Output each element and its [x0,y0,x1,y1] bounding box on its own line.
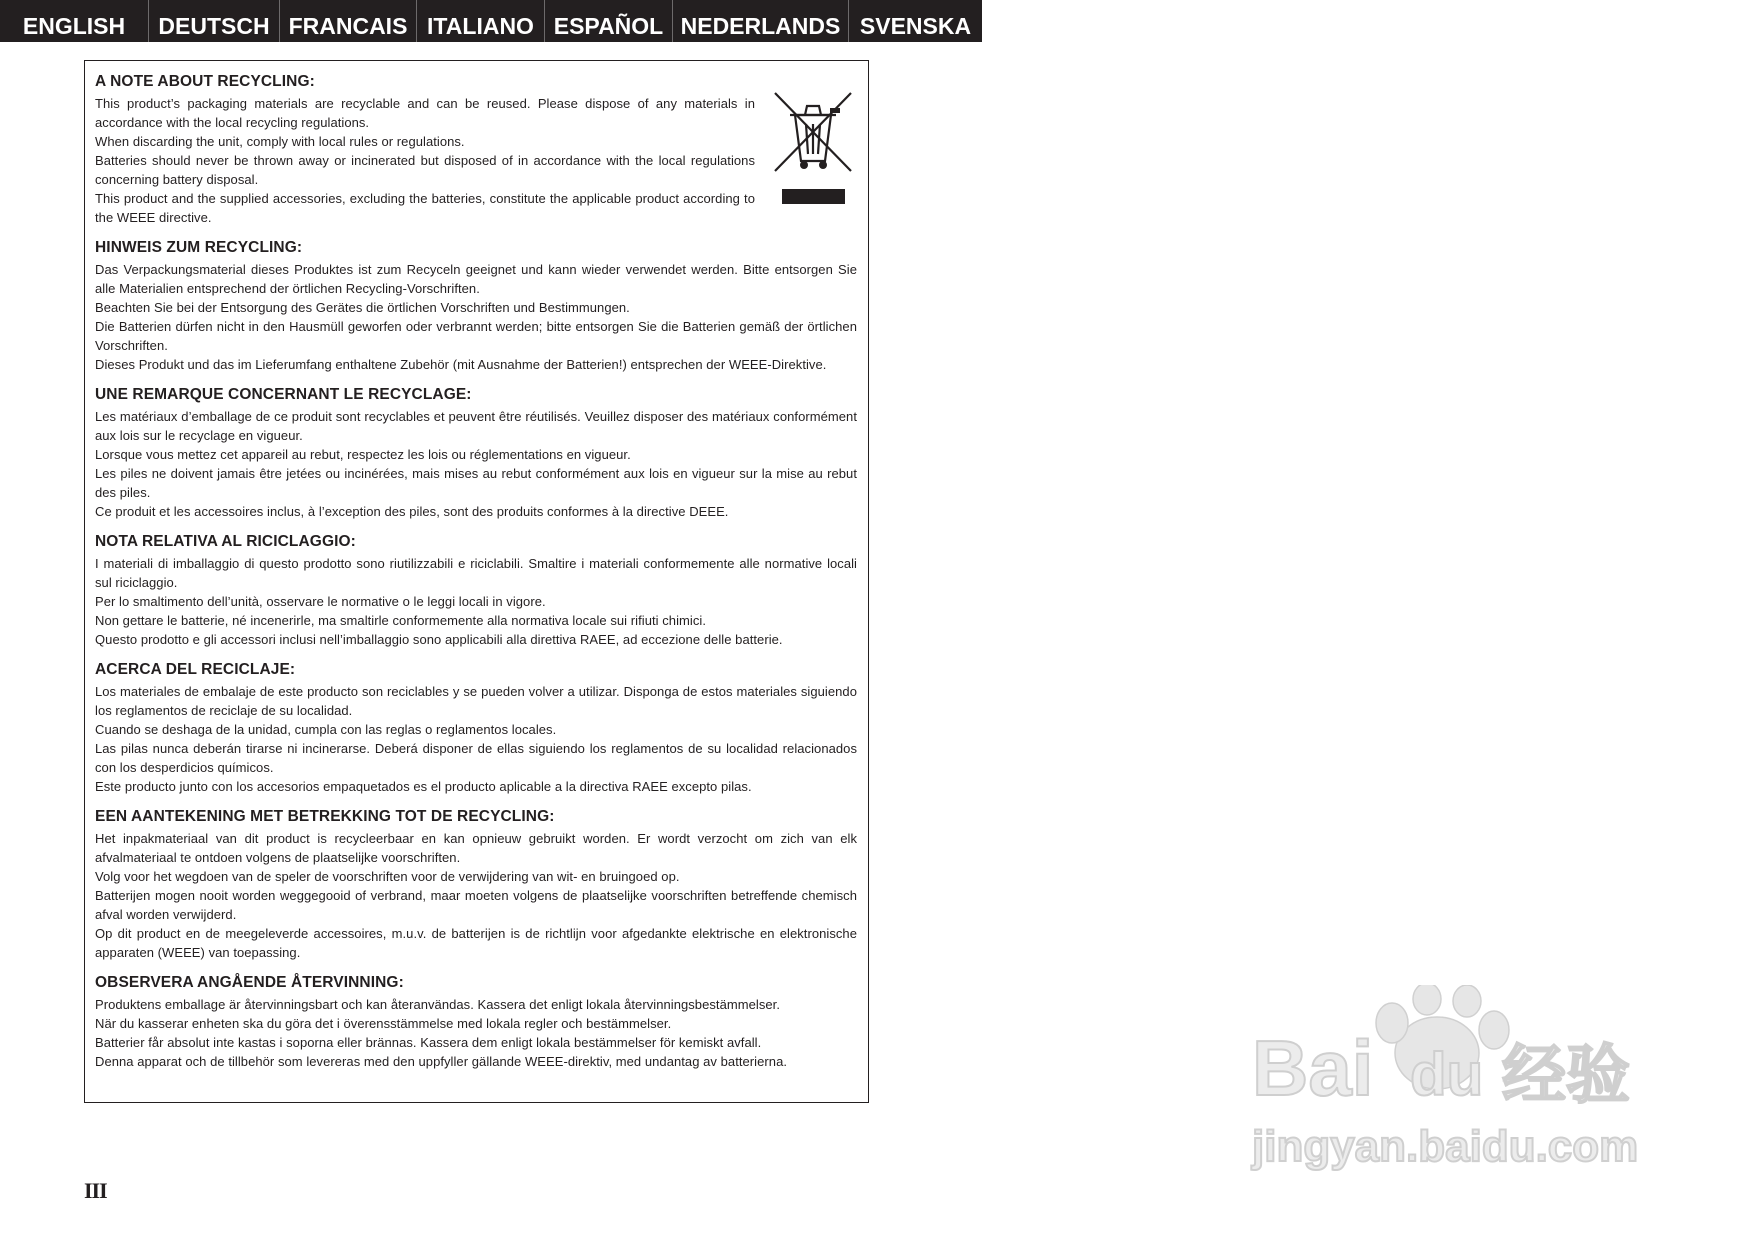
paragraph: Het inpakmateriaal van dit product is recycleerbaar en kan opnieuw gebruikt worden. Er wordt verzocht om zich van elk afvalmateriaal te ontdoen volgens de plaatselijke voorschriften. [95,831,857,865]
tab-italiano[interactable]: ITALIANO [417,0,545,42]
paragraph: When discarding the unit, comply with local rules or regulations. [95,134,465,149]
section-svenska [95,973,857,1071]
watermark-url-text: jingyan.baidu.com [1252,1122,1639,1171]
paragraph: I materiali di imballaggio di questo prodotto sono riutilizzabili e riciclabili. Smaltire i materiali conformemente alle normative locali sul riciclaggio. [95,556,857,590]
paragraph: Denna apparat och de tillbehör som levereras med den uppfyller gällande WEEE-direktiv, med undantag av batterierna. [95,1054,788,1069]
section-heading: A NOTE ABOUT RECYCLING: [95,73,315,90]
section-heading: UNE REMARQUE CONCERNANT LE RECYCLAGE: [95,386,472,403]
section-heading: HINWEIS ZUM RECYCLING: [95,239,303,256]
section-espanol [95,660,857,796]
paragraph: This product and the supplied accessories, excluding the batteries, constitute the applicable product according to the WEEE directive. [95,191,755,225]
section-heading: OBSERVERA ANGÅENDE ÅTERVINNING: [95,974,404,991]
paragraph: This product’s packaging materials are recyclable and can be reused. Please dispose of any materials in accordance with the local recycling regulations. [95,96,755,130]
tab-espanol[interactable]: ESPAÑOL [545,0,673,42]
page-number: III [84,1178,107,1203]
tab-english[interactable]: ENGLISH [0,0,149,42]
paragraph: Ce produit et les accessoires inclus, à l’exception des piles, sont des produits conformes à la directive DEEE. [95,504,729,519]
paragraph: Batterijen mogen nooit worden weggegooid of verbrand, maar moeten volgens de plaatselijke voorschriften betreffende chemisch afval worden verwijderd. [95,888,857,922]
paragraph: Los materiales de embalaje de este producto son reciclables y se pueden volver a utilizar. Disponga de estos materiales siguiendo los reglamentos de reciclaje de su localidad. [95,684,857,718]
tab-nederlands[interactable]: NEDERLANDS [673,0,849,42]
paragraph: Op dit product en de meegeleverde accessoires, m.u.v. de batterijen is de richtlijn voor afgedankte elektrische en elektronische apparaten (WEEE) van toepassing. [95,926,857,960]
paragraph: Non gettare le batterie, né incenerirle, ma smaltirle conformemente alla normativa locale sui rifiuti chimici. [95,613,706,628]
paragraph: Das Verpackungsmaterial dieses Produktes ist zum Recyceln geeignet und kann wieder verwendet werden. Bitte entsorgen Sie alle Materialien entsprechend der örtlichen Recycling-Vorschriften. [95,262,857,296]
paragraph: Cuando se deshaga de la unidad, cumpla con las reglas o reglamentos locales. [95,722,557,737]
paragraph: Beachten Sie bei der Entsorgung des Gerätes die örtlichen Vorschriften und Bestimmungen. [95,300,630,315]
paragraph: Die Batterien dürfen nicht in den Hausmüll geworfen oder verbrannt werden; bitte entsorgen Sie die Batterien gemäß der örtlichen Vorschriften. [95,319,857,353]
watermark-baidu-text: Bai [1252,1024,1374,1112]
paragraph: Batterier får absolut inte kastas i soporna eller brännas. Kassera dem enligt lokala bestämmelser för kemiskt avfall. [95,1035,762,1050]
paragraph: Lorsque vous mettez cet appareil au rebut, respectez les lois ou réglementations en vigueur. [95,447,631,462]
paragraph: Questo prodotto e gli accessori inclusi nell’imballaggio sono applicabili alla direttiva RAEE, ad eccezione delle batterie. [95,632,783,647]
section-deutsch [95,238,857,374]
paragraph: Este producto junto con los accesorios empaquetados es el producto aplicable a la directiva RAEE excepto pilas. [95,779,752,794]
tab-svenska[interactable]: SVENSKA [859,13,972,39]
tab-deutsch[interactable]: DEUTSCH [149,0,280,42]
section-nederlands [95,807,857,962]
language-tab-bar [0,0,982,42]
paragraph: Les piles ne doivent jamais être jetées ou incinérées, mais mises au rebut conformément aux lois en vigueur sur la mise au rebut des piles. [95,466,857,500]
paragraph: När du kasserar enheten ska du göra det i överensstämmelse med lokala regler och bestämmelser. [95,1016,672,1031]
section-italiano [95,532,857,649]
section-francais [95,385,857,521]
watermark-jingyan-cn-text: 经验 [1502,1039,1630,1111]
recycling-note-box [84,60,869,1103]
paragraph: Produktens emballage är återvinningsbart och kan återanvändas. Kassera det enligt lokala återvinningsbestämmelser. [95,997,780,1012]
paragraph: Las pilas nunca deberán tirarse ni incinerarse. Deberá disponer de ellas siguiendo los reglamentos de su localidad relacionados con los desperdicios químicos. [95,741,857,775]
section-heading: EEN AANTEKENING MET BETREKKING TOT DE RECYCLING: [95,808,555,825]
paragraph: Volg voor het wegdoen van de speler de voorschriften voor de verwijdering van wit- en bruingoed op. [95,869,680,884]
section-heading: ACERCA DEL RECICLAJE: [95,661,296,678]
paragraph: Batteries should never be thrown away or incinerated but disposed of in accordance with the local regulations concerning battery disposal. [95,153,755,187]
crossed-out-wheelie-bin-icon [773,91,855,207]
section-english [95,72,857,227]
baidu-jingyan-watermark [1222,985,1662,1185]
watermark-du-text: du [1410,1041,1484,1108]
tab-francais[interactable]: FRANCAIS [280,0,417,42]
paragraph: Dieses Produkt und das im Lieferumfang enthaltene Zubehör (mit Ausnahme der Batterien!) entsprechen der WEEE-Direktive. [95,357,827,372]
paragraph: Les matériaux d’emballage de ce produit sont recyclables et peuvent être réutilisés. Veuillez disposer des matériaux conformément aux lois sur le recyclage en vigueur. [95,409,857,443]
section-heading: NOTA RELATIVA AL RICICLAGGIO: [95,533,356,550]
paragraph: Per lo smaltimento dell’unità, osservare le normative o le leggi locali in vigore. [95,594,546,609]
